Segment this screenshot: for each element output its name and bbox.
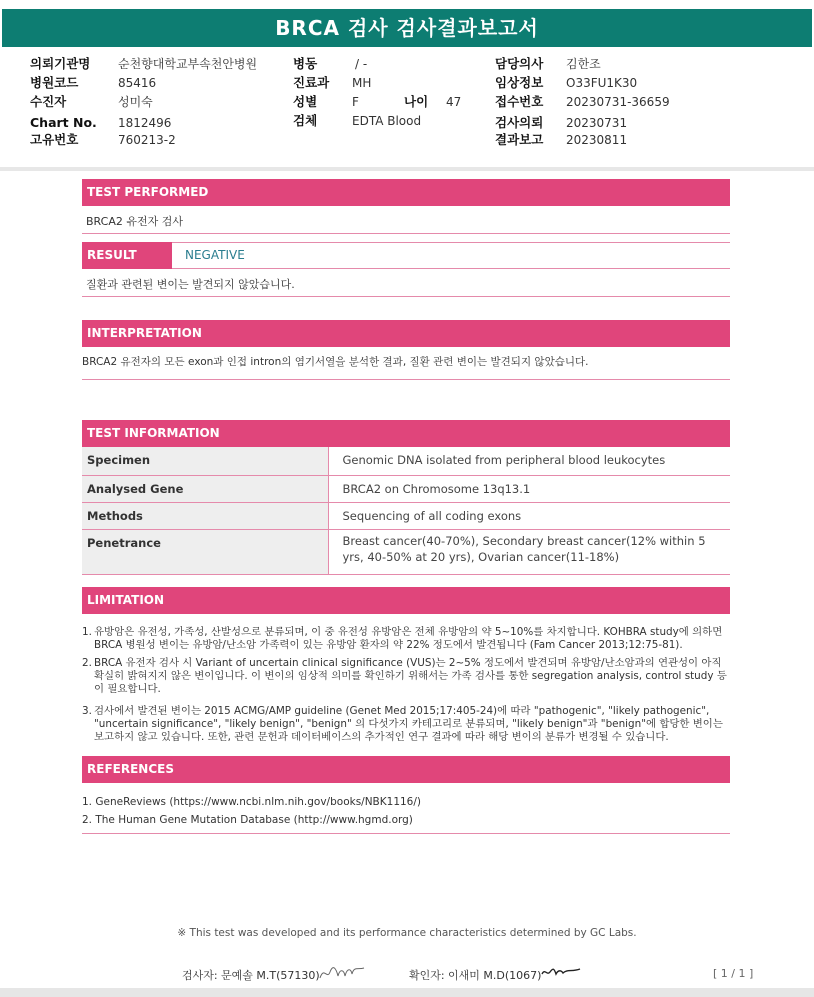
hdr-label-request-date: 검사의뢰 xyxy=(495,115,544,130)
section-references-heading: REFERENCES xyxy=(82,756,730,783)
hdr-value-ward: / - xyxy=(355,57,368,71)
hdr-label-receipt-no: 접수번호 xyxy=(495,94,544,109)
examiner-signature-icon xyxy=(318,962,366,984)
hdr-label-ward: 병동 xyxy=(293,56,318,71)
result-value: NEGATIVE xyxy=(172,242,730,269)
interpretation-text: BRCA2 유전자의 모든 exon과 인접 intron의 염기서열을 분석한 결과, 질환 관련 변이는 발견되지 않았습니다. xyxy=(82,356,589,368)
table-row xyxy=(82,447,730,475)
hdr-value-department: MH xyxy=(352,76,372,90)
reference-item: 1. GeneReviews (https://www.ncbi.nlm.nih.gov/books/NBK1116/) xyxy=(82,796,421,808)
hdr-value-specimen: EDTA Blood xyxy=(352,114,422,128)
section-limitation-heading: LIMITATION xyxy=(82,587,730,614)
hdr-value-clinical-info: O33FU1K30 xyxy=(566,76,638,90)
test-information-table xyxy=(82,447,730,575)
hdr-label-sex: 성별 xyxy=(293,94,318,109)
limitation-num: 1. xyxy=(82,626,92,638)
examiner-label: 검사자: xyxy=(182,969,218,982)
table-row xyxy=(82,529,730,574)
hdr-label-clinical-info: 임상정보 xyxy=(495,75,544,90)
info-key: Methods xyxy=(82,502,328,529)
header-divider xyxy=(0,167,814,171)
info-key: Analysed Gene xyxy=(82,475,328,502)
limitation-num: 3. xyxy=(82,705,92,717)
info-value: Breast cancer(40-70%), Secondary breast cancer(12% within 5 yrs, 40-50% at 20 yrs), Ovarian cancer(11-18%) xyxy=(328,529,730,574)
info-key: Specimen xyxy=(82,447,328,475)
hdr-label-unique-no: 고유번호 xyxy=(30,132,79,147)
divider xyxy=(82,379,730,380)
hdr-value-report-date: 20230811 xyxy=(566,133,628,147)
examiner-name: 문예솔 M.T(57130) xyxy=(221,969,320,982)
hdr-value-receipt-no: 20230731-36659 xyxy=(566,95,670,109)
hdr-value-doctor: 김한조 xyxy=(566,57,601,71)
info-key: Penetrance xyxy=(82,529,328,574)
hdr-label-age: 나이 xyxy=(404,94,429,109)
hdr-label-doctor: 담당의사 xyxy=(495,56,544,71)
hdr-value-institution: 순천향대학교부속천안병원 xyxy=(118,57,258,71)
hdr-value-sex: F xyxy=(352,95,359,109)
confirmer-name: 이새미 M.D(1067) xyxy=(448,969,542,982)
info-value: Genomic DNA isolated from peripheral blood leukocytes xyxy=(328,447,730,475)
hdr-value-chart-no: 1812496 xyxy=(118,116,172,130)
limitation-text: 검사에서 발견된 변이는 2015 ACMG/AMP guideline (Genet Med 2015;17:405-24)에 따라 "pathogenic", "likely pathogenic", "uncertain significance", "likely benign", "benign" 의 다섯가지 카테고리로 분류되며, "likely benign"과 "benign"에 합당한 변이는 보고하지 않고 있습니다. 또한, 관련 문헌과 데이터베이스의 추가적인 연구 결과에 따라 해당 변이의 분류가 변경될 수 있습니다. xyxy=(94,705,723,743)
section-result-heading: RESULT xyxy=(82,242,172,269)
result-summary: 질환과 관련된 변이는 발견되지 않았습니다. xyxy=(86,278,295,291)
limitation-num: 2. xyxy=(82,657,92,669)
limitation-item xyxy=(82,626,730,652)
limitation-text: BRCA 유전자 검사 시 Variant of uncertain clinical significance (VUS)는 2~5% 정도에서 발견되며 유방암/난소암과의 연관성이 아직 확실히 밝혀지지 않은 변이입니다. 이 변이의 임상적 의미를 확인하기 위해서는 가족 검사를 통한 segregation analysis, control study 등이 필요합니다. xyxy=(94,657,727,695)
hdr-label-institution: 의뢰기관명 xyxy=(30,56,91,71)
hdr-label-patient: 수진자 xyxy=(30,94,67,109)
report-title: BRCA 검사 검사결과보고서 xyxy=(2,9,812,47)
footnote: ※ This test was developed and its performance characteristics determined by GC Labs. xyxy=(177,927,637,939)
hdr-value-hospital-code: 85416 xyxy=(118,76,157,90)
table-row xyxy=(82,475,730,502)
result-row xyxy=(82,242,730,269)
hdr-label-specimen: 검체 xyxy=(293,113,318,128)
info-value: BRCA2 on Chromosome 13q13.1 xyxy=(328,475,730,502)
divider xyxy=(82,833,730,834)
hdr-label-chart-no: Chart No. xyxy=(30,115,97,130)
divider xyxy=(82,233,730,234)
info-value: Sequencing of all coding exons xyxy=(328,502,730,529)
page-number: [ 1 / 1 ] xyxy=(713,967,754,980)
limitation-item xyxy=(82,657,730,696)
hdr-label-hospital-code: 병원코드 xyxy=(30,75,79,90)
hdr-label-report-date: 결과보고 xyxy=(495,132,544,147)
section-test-performed-heading: TEST PERFORMED xyxy=(82,179,730,206)
confirmer-signature-icon xyxy=(540,964,582,980)
hdr-value-unique-no: 760213-2 xyxy=(118,133,176,147)
section-test-information-heading: TEST INFORMATION xyxy=(82,420,730,447)
divider xyxy=(82,296,730,297)
hdr-value-patient: 성미숙 xyxy=(118,95,153,109)
limitation-item xyxy=(82,705,730,744)
bottom-strip xyxy=(0,988,814,997)
section-interpretation-heading: INTERPRETATION xyxy=(82,320,730,347)
limitation-text: 유방암은 유전성, 가족성, 산발성으로 분류되며, 이 중 유전성 유방암은 전체 유방암의 약 5~10%를 차지합니다. KOHBRA study에 의하면 BRCA 병원성 변이는 유방암/난소암 가족력이 있는 유방암 환자의 약 22% 정도에서 발견됩니다 (Fam Cancer 2013;12:75-81). xyxy=(94,626,723,651)
hdr-value-age: 47 xyxy=(446,95,462,109)
test-performed-value: BRCA2 유전자 검사 xyxy=(86,215,183,228)
reference-item: 2. The Human Gene Mutation Database (http://www.hgmd.org) xyxy=(82,814,413,826)
hdr-value-request-date: 20230731 xyxy=(566,116,628,130)
table-row xyxy=(82,502,730,529)
hdr-label-department: 진료과 xyxy=(293,75,330,90)
confirmer-label: 확인자: xyxy=(409,969,445,982)
